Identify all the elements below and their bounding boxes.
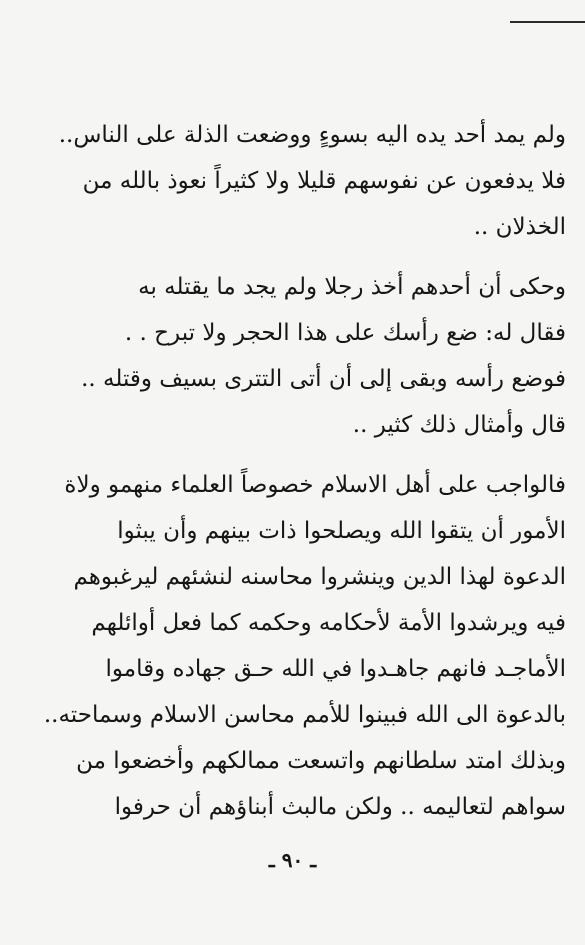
text-line: فيه ويرشدوا الأمة لأحكامه وحكمه كما فعل أوائلهم (91, 610, 566, 636)
text-line: الدعوة لهذا الدين وينشروا محاسنه لنشئهم ليرغبوهم (73, 564, 566, 590)
paragraph-duty-of-scholars (38, 462, 566, 830)
top-rule (510, 21, 585, 23)
paragraph-anecdote (38, 264, 566, 448)
text-line: الخذلان .. (473, 214, 566, 240)
text-line: فالواجب على أهل الاسلام خصوصاً العلماء منهمو ولاة (64, 472, 566, 498)
paragraph-people-humiliation (38, 112, 566, 250)
text-line: فوضع رأسه وبقى إلى أن أتى التترى بسيف وقتله .. (81, 366, 566, 392)
text-line: الأماجـد فانهم جاهـدوا في الله حـق جهاده وقاموا (105, 656, 566, 682)
text-line: فلا يدفعون عن نفوسهم قليلا ولا كثيراً نعوذ بالله من (82, 168, 566, 194)
document-page (38, 112, 566, 830)
text-line: ولم يمد أحد يده اليه بسوءٍ ووضعت الذلة على الناس.. (58, 122, 566, 148)
text-line: فقال له: ضع رأسك على هذا الحجر ولا تبرح . . (124, 320, 566, 346)
text-line: الأمور أن يتقوا الله ويصلحوا ذات بينهم وأن يبثوا (117, 518, 566, 544)
text-line: وحكى أن أحدهم أخذ رجلا ولم يجد ما يقتله به (138, 274, 566, 300)
text-line: قال وأمثال ذلك كثير .. (352, 412, 566, 438)
text-line: سواهم لتعاليمه .. ولكن مالبث أبناؤهم أن حرفوا (114, 794, 566, 820)
page-number: ـ ٩٠ ـ (268, 848, 317, 872)
text-line: بالدعوة الى الله فبينوا للأمم محاسن الاسلام وسماحته.. (43, 702, 566, 728)
text-line: وبذلك امتد سلطانهم واتسعت ممالكهم وأخضعوا من (76, 748, 566, 774)
